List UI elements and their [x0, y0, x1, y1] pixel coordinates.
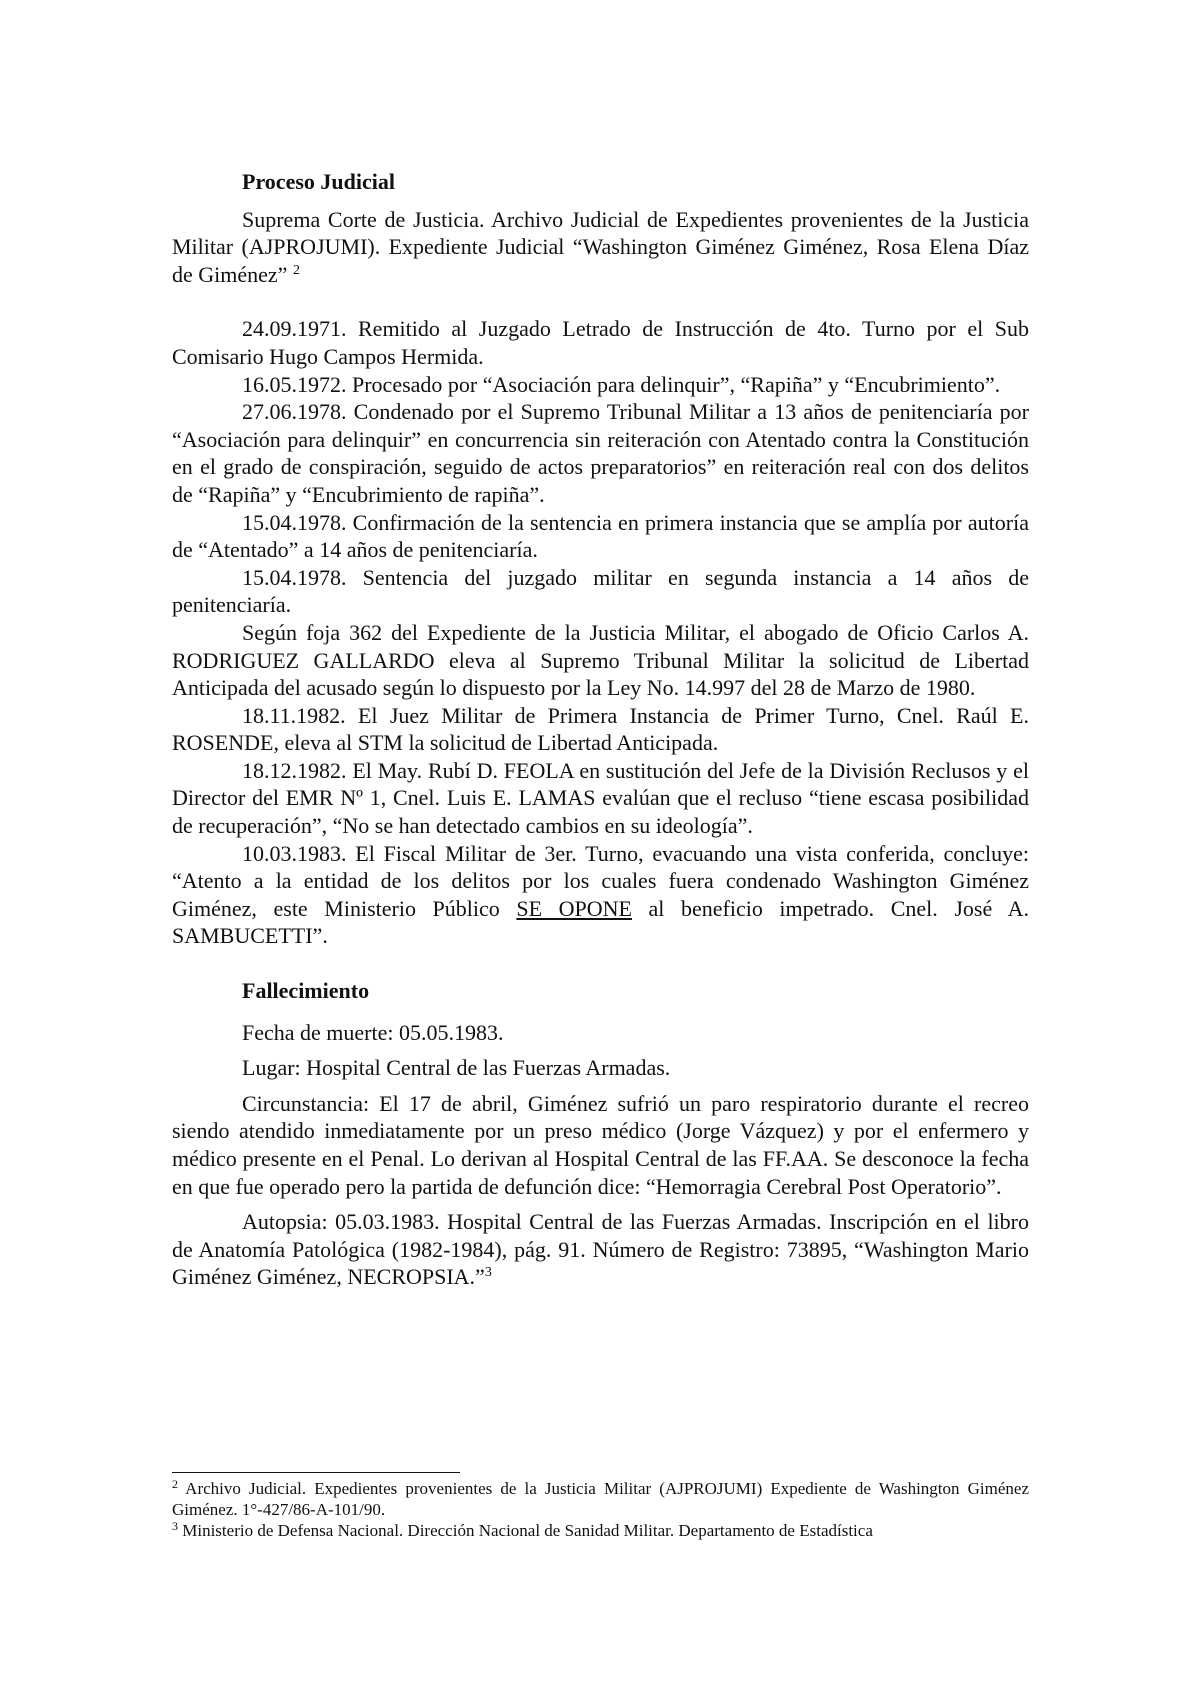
entry-paragraph: 24.09.1971. Remitido al Juzgado Letrado de Instrucción de 4to. Turno por el Sub Comisario Hugo Campos Hermida. — [172, 316, 1029, 369]
section-heading-proceso-judicial: Proceso Judicial — [242, 169, 395, 194]
footnote-ref-3[interactable]: 3 — [484, 1265, 492, 1281]
entry-paragraph: 16.05.1972. Procesado por “Asociación para delinquir”, “Rapiña” y “Encubrimiento”. — [242, 371, 1001, 397]
footnote-ref-2[interactable]: 2 — [292, 262, 300, 278]
entry-paragraph-last: 10.03.1983. El Fiscal Militar de 3er. Turno, evacuando una vista conferida, concluye: “Atento a la entidad de los delitos por los cuales fuera condenado Washington Giménez Giménez, este Ministerio Público SE OPONE al beneficio impetrado. Cnel. José A. SAMBUCETTI”. — [172, 840, 1029, 949]
body-text — [172, 168, 1029, 1299]
fecha-muerte: Fecha de muerte: 05.05.1983. — [242, 1019, 504, 1045]
lugar: Lugar: Hospital Central de las Fuerzas Armadas. — [242, 1055, 671, 1081]
entry-paragraph: 18.12.1982. El May. Rubí D. FEOLA en sustitución del Jefe de la División Reclusos y el Director del EMR Nº 1, Cnel. Luis E. LAMAS evalúan que el recluso “tiene escasa posibilidad de recuperación”, “No se han detectado cambios en su ideología”. — [172, 757, 1029, 839]
entry-paragraph: 15.04.1978. Confirmación de la sentencia en primera instancia que se amplía por autoría de “Atentado” a 14 años de penitenciaría. — [172, 509, 1029, 563]
footnotes — [172, 1478, 1029, 1541]
section-heading-fallecimiento: Fallecimiento — [242, 978, 370, 1004]
footnote-divider — [172, 1472, 460, 1473]
circunstancia: Circunstancia: El 17 de abril, Giménez sufrió un paro respiratorio durante el recreo siendo atendido inmediatamente por un preso médico (Jorge Vázquez) y por el enfermero y médico presente en el Penal. Lo derivan al Hospital Central de las FF.AA. Se desconoce la fecha en que fue operado pero la partida de defunción dice: “Hemorragia Cerebral Post Operatorio”. — [172, 1090, 1029, 1199]
entry-paragraph: 15.04.1978. Sentencia del juzgado militar en segunda instancia a 14 años de penitenciaría. — [172, 564, 1029, 618]
footnote-3: $^3$ Ministerio de Defensa Nacional. Dirección Nacional de Sanidad Militar. Departamento de Estadística — [172, 1519, 873, 1540]
entry-paragraph: 27.06.1978. Condenado por el Supremo Tribunal Militar a 13 años de penitenciaría por “Asociación para delinquir” en concurrencia sin reiteración con Atentado contra la Constitución en el grado de conspiración, seguido de actos preparatorios” en reiteración real con dos delitos de “Rapiña” y “Encubrimiento de rapiña”. — [172, 399, 1029, 507]
fallecimiento-section — [172, 1019, 1029, 1291]
footnote-2: $^2$ Archivo Judicial. Expedientes provenientes de la Justicia Militar (AJPROJUMI) Expediente de Washington Giménez Giménez. 1°-427/86-A-101/90. — [172, 1477, 1029, 1519]
entry-paragraph: 18.11.1982. El Juez Militar de Primera Instancia de Primer Turno, Cnel. Raúl E. ROSENDE, eleva al STM la solicitud de Libertad Anticipada. — [172, 702, 1029, 756]
intro-paragraph: Suprema Corte de Justicia. Archivo Judicial de Expedientes provenientes de la Justicia Militar (AJPROJUMI). Expediente Judicial “Washington Giménez Giménez, Rosa Elena Díaz de Giménez” $^2$ — [172, 206, 1029, 287]
entry-paragraph: Según foja 362 del Expediente de la Justicia Militar, el abogado de Oficio Carlos A. RODRIGUEZ GALLARDO eleva al Supremo Tribunal Militar la solicitud de Libertad Anticipada del acusado según lo dispuesto por la Ley No. 14.997 del 28 de Marzo de 1980. — [172, 619, 1029, 701]
autopsia: Autopsia: 05.03.1983. Hospital Central de las Fuerzas Armadas. Inscripción en el libro de Anatomía Patológica (1982-1984), pág. 91. Número de Registro: 73895, “Washington Mario Giménez Giménez, NECROPSIA.”$^3$ — [172, 1209, 1029, 1290]
se-opone-underlined: SE OPONE — [516, 895, 632, 921]
